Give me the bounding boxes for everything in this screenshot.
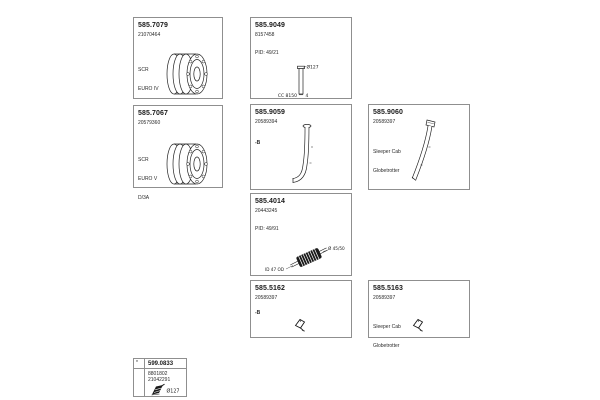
footnote-marker: * [136, 360, 138, 366]
angled-pipe-drawing [391, 115, 451, 189]
part-cell-585-5163[interactable] [368, 280, 470, 350]
oem-ref: 20579360 [138, 119, 161, 126]
oem-ref: 20589394 [255, 118, 278, 125]
note-line: Sleeper Cab [373, 149, 401, 156]
silencer-end-cap-drawing [160, 140, 216, 188]
dimension-label: Ø127 [306, 65, 319, 71]
note-line: PID: 49/21 [255, 50, 279, 57]
part-number: 585.9060 [373, 109, 403, 116]
note-line: Globetrotter [373, 343, 400, 350]
divider [144, 359, 145, 396]
dimension-label: Ø127 [166, 389, 180, 395]
oem-ref: 20443245 [255, 207, 278, 214]
oem-ref: 20589397 [255, 294, 278, 301]
note-line: EURO V [138, 176, 158, 183]
note-line: PID: 49/91 [255, 226, 279, 233]
oem-ref: 21070464 [138, 31, 161, 38]
note-line: SCR [138, 157, 149, 164]
flex-pipe-drawing [257, 240, 349, 274]
straight-pipe-drawing [259, 62, 351, 98]
note-line: D/3A [138, 194, 150, 201]
part-cell-585-9049[interactable] [250, 17, 352, 99]
part-cell-585-4014[interactable] [250, 193, 352, 276]
variant-marker: -B [255, 310, 261, 316]
part-number: 599.0833 [148, 360, 174, 367]
silencer-end-cap-drawing [160, 50, 216, 98]
dimension-label: Ø 45/50 [328, 246, 345, 251]
note-line: Sleeper Cab [373, 324, 401, 331]
part-cell-585-5162[interactable] [250, 280, 352, 338]
note-line: SCR [138, 67, 149, 74]
note-line: EURO IV [138, 86, 159, 93]
dimension-label: ID 47 OD [265, 267, 284, 272]
part-cell-585-7079[interactable] [133, 17, 223, 99]
oem-ref: 20589397 [373, 118, 396, 125]
part-cell-585-9059[interactable] [250, 104, 352, 190]
oem-ref: 8801802 [148, 371, 168, 377]
dimension-label: CC 8150 [277, 94, 297, 98]
clamp-hatched-drawing [148, 383, 188, 397]
part-cell-585-7067[interactable] [133, 105, 223, 201]
part-number: 585.4014 [255, 198, 285, 205]
clamp-drawing [293, 317, 307, 333]
part-cell-599-0833[interactable] [133, 358, 187, 397]
part-number: 585.5162 [255, 285, 285, 292]
oem-ref: 8157458 [255, 31, 275, 38]
curved-pipe-drawing [267, 117, 323, 189]
part-number: 585.9059 [255, 109, 285, 116]
part-number: 585.7067 [138, 110, 168, 117]
dimension-label: 4 [305, 94, 309, 98]
part-number: 585.9049 [255, 22, 285, 29]
oem-ref: 20589397 [373, 294, 396, 301]
part-number: 585.5163 [373, 285, 403, 292]
part-cell-585-9060[interactable] [368, 104, 470, 190]
part-number: 585.7079 [138, 22, 168, 29]
variant-marker: -B [255, 140, 261, 146]
note-line: Globetrotter [373, 168, 400, 175]
clamp-drawing [411, 317, 425, 333]
oem-ref: 21042291 [148, 377, 171, 383]
